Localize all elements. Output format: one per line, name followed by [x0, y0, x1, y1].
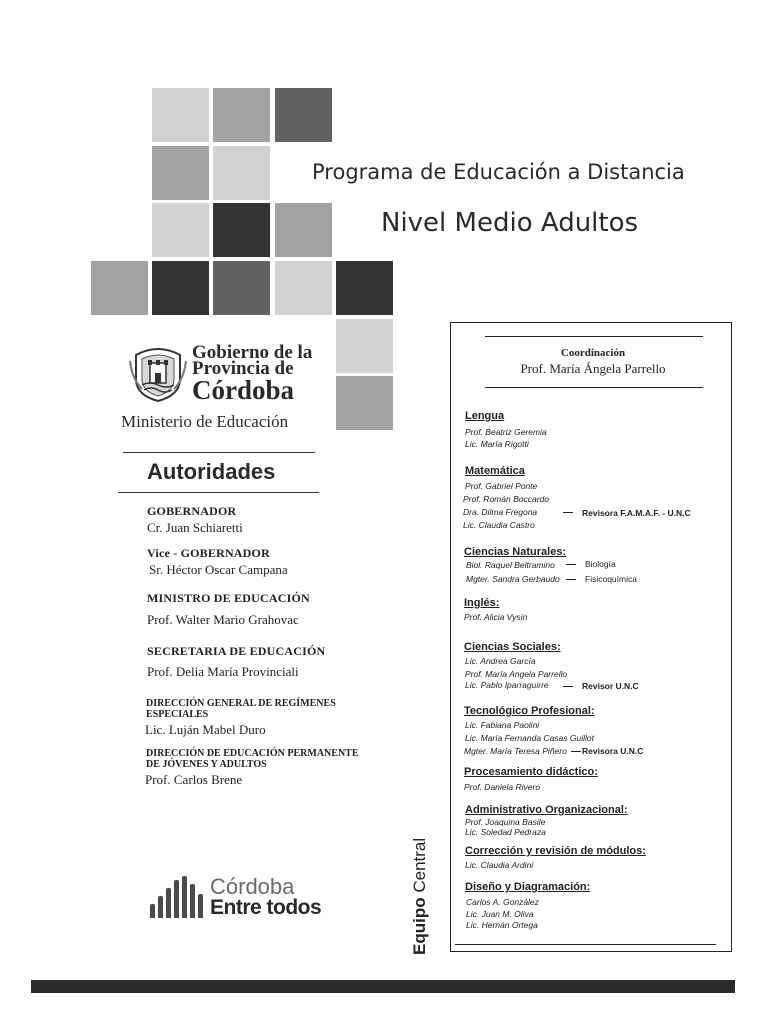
divider: [563, 512, 573, 513]
gob-line-3: Córdoba: [192, 375, 295, 405]
section-title: Tecnológico Profesional:: [464, 705, 595, 717]
team-member: Prof. Román Boccardo: [463, 494, 549, 504]
divider: [123, 452, 315, 453]
cordoba-shield-icon: [128, 345, 188, 403]
program-title: Programa de Educación a Distancia: [312, 160, 685, 184]
divider: [563, 686, 573, 687]
team-member: Biol. Raquel Beltramino: [466, 560, 555, 570]
divider: [566, 579, 576, 580]
section-title: Inglés:: [464, 597, 500, 609]
authority-name: Prof. Walter Mario Grahovac: [147, 612, 299, 627]
coordination-label: Coordinación: [560, 347, 626, 359]
divider: [485, 336, 703, 337]
mosaic-square: [275, 88, 332, 142]
gob-line-2: Provincia de: [192, 358, 294, 379]
subject-note: Fisicoquímica: [585, 574, 637, 584]
mosaic-square: [213, 88, 270, 142]
mosaic-square: [336, 261, 393, 315]
authority-role: MINISTRO DE EDUCACIÓN: [147, 591, 310, 605]
gob-line-1: Gobierno de la: [192, 342, 313, 363]
mosaic-square: [213, 261, 270, 315]
mosaic-square: [152, 261, 209, 315]
team-member: Lic. Fabiana Paolini: [465, 720, 540, 730]
brand-cordoba: Córdoba: [210, 874, 295, 899]
mosaic-square: [152, 146, 209, 200]
authority-role: Vice - GOBERNADOR: [147, 546, 270, 560]
mosaic-square: [91, 261, 148, 315]
section-title: Ciencias Naturales:: [464, 546, 567, 558]
team-member: Prof. Daniela Rivero: [464, 782, 541, 792]
team-member: Mgter. Sandra Gerbaudo: [466, 574, 560, 584]
team-member: Lic. Pablo Iparraguirre: [465, 680, 549, 690]
government-wordmark: [192, 342, 313, 405]
divider: [571, 751, 581, 752]
authority-name: Sr. Héctor Oscar Campana: [149, 562, 288, 577]
subject-note: Biología: [585, 559, 616, 569]
section-title: Matemática: [465, 465, 525, 477]
divider: [485, 387, 703, 388]
team-member: Lic. María Fernanda Casas Guillot: [465, 733, 594, 743]
divider: [455, 944, 716, 945]
reviewer-note: Revisora U.N.C: [582, 746, 644, 756]
equipo-word: Equipo: [410, 897, 429, 955]
team-member: Prof. Gabriel Ponte: [465, 481, 538, 491]
brand-bars-icon: [150, 876, 206, 918]
authority-role: DIRECCIÓN GENERAL DE REGÍMENES ESPECIALES: [146, 698, 336, 720]
team-member: Prof. Joaquina Basile: [465, 817, 546, 827]
team-member: Lic. Claudia Castro: [463, 520, 535, 530]
brand-entre-todos: Entre todos: [210, 896, 322, 919]
team-member: Lic. María Rigotti: [465, 439, 529, 449]
section-title: Corrección y revisión de módulos:: [465, 845, 646, 857]
team-member: Lic. Claudia Ardini: [465, 860, 534, 870]
team-member: Lic. Soledad Pedraza: [465, 827, 546, 837]
equipo-central-label: [410, 838, 430, 955]
mosaic-square: [275, 261, 332, 315]
authority-role: DIRECCIÓN DE EDUCACIÓN PERMANENTE DE JÓVENES Y ADULTOS: [146, 748, 359, 770]
divider: [118, 492, 319, 493]
team-member: Lic. Hernán Ortega: [466, 920, 538, 930]
section-title: Procesamiento didáctico:: [464, 766, 598, 778]
team-member: Prof. María Angela Parrello: [465, 669, 568, 679]
section-title: Lengua: [465, 410, 505, 422]
central-word: Central: [410, 837, 429, 893]
authority-name: Lic. Luján Mabel Duro: [145, 722, 266, 737]
section-title: Ciencias Sociales:: [464, 641, 561, 653]
mosaic-square: [275, 203, 332, 257]
mosaic-square: [336, 376, 393, 430]
footer-bar: [31, 980, 735, 993]
section-title: Administrativo Organizacional:: [465, 804, 628, 816]
mosaic-square: [152, 88, 209, 142]
authority-role: SECRETARIA DE EDUCACIÓN: [147, 644, 326, 658]
mosaic-square: [213, 203, 270, 257]
team-member: Prof. Alicia Vysin: [464, 612, 528, 622]
coordination-name: Prof. María Ángela Parrello: [520, 361, 666, 376]
team-member: Prof. Beatriz Geremia: [465, 427, 547, 437]
ministry-name: Ministerio de Educación: [121, 412, 289, 431]
team-member: Lic. Andrea García: [465, 656, 536, 666]
divider: [566, 564, 576, 565]
authority-name: Cr. Juan Schiaretti: [147, 520, 243, 535]
mosaic-square: [336, 319, 393, 373]
team-member: Carlos A. González: [466, 897, 539, 907]
authority-name: Prof. Carlos Brene: [145, 772, 243, 787]
team-member: Mgter. María Teresa Piñero: [464, 746, 567, 756]
level-title: Nivel Medio Adultos: [381, 208, 639, 238]
team-member: Dra. Dilma Fregona: [463, 507, 538, 517]
section-title: Diseño y Diagramación:: [465, 881, 591, 893]
authority-role: GOBERNADOR: [147, 504, 237, 518]
mosaic-square: [152, 203, 209, 257]
reviewer-note: Revisora F.A.M.A.F. - U.N.C: [582, 508, 691, 518]
authorities-heading: Autoridades: [147, 459, 276, 484]
mosaic-square: [213, 146, 270, 200]
reviewer-note: Revisor U.N.C: [582, 681, 639, 691]
authority-name: Prof. Delia María Provinciali: [147, 664, 299, 679]
team-member: Lic. Juan M. Oliva: [466, 909, 534, 919]
